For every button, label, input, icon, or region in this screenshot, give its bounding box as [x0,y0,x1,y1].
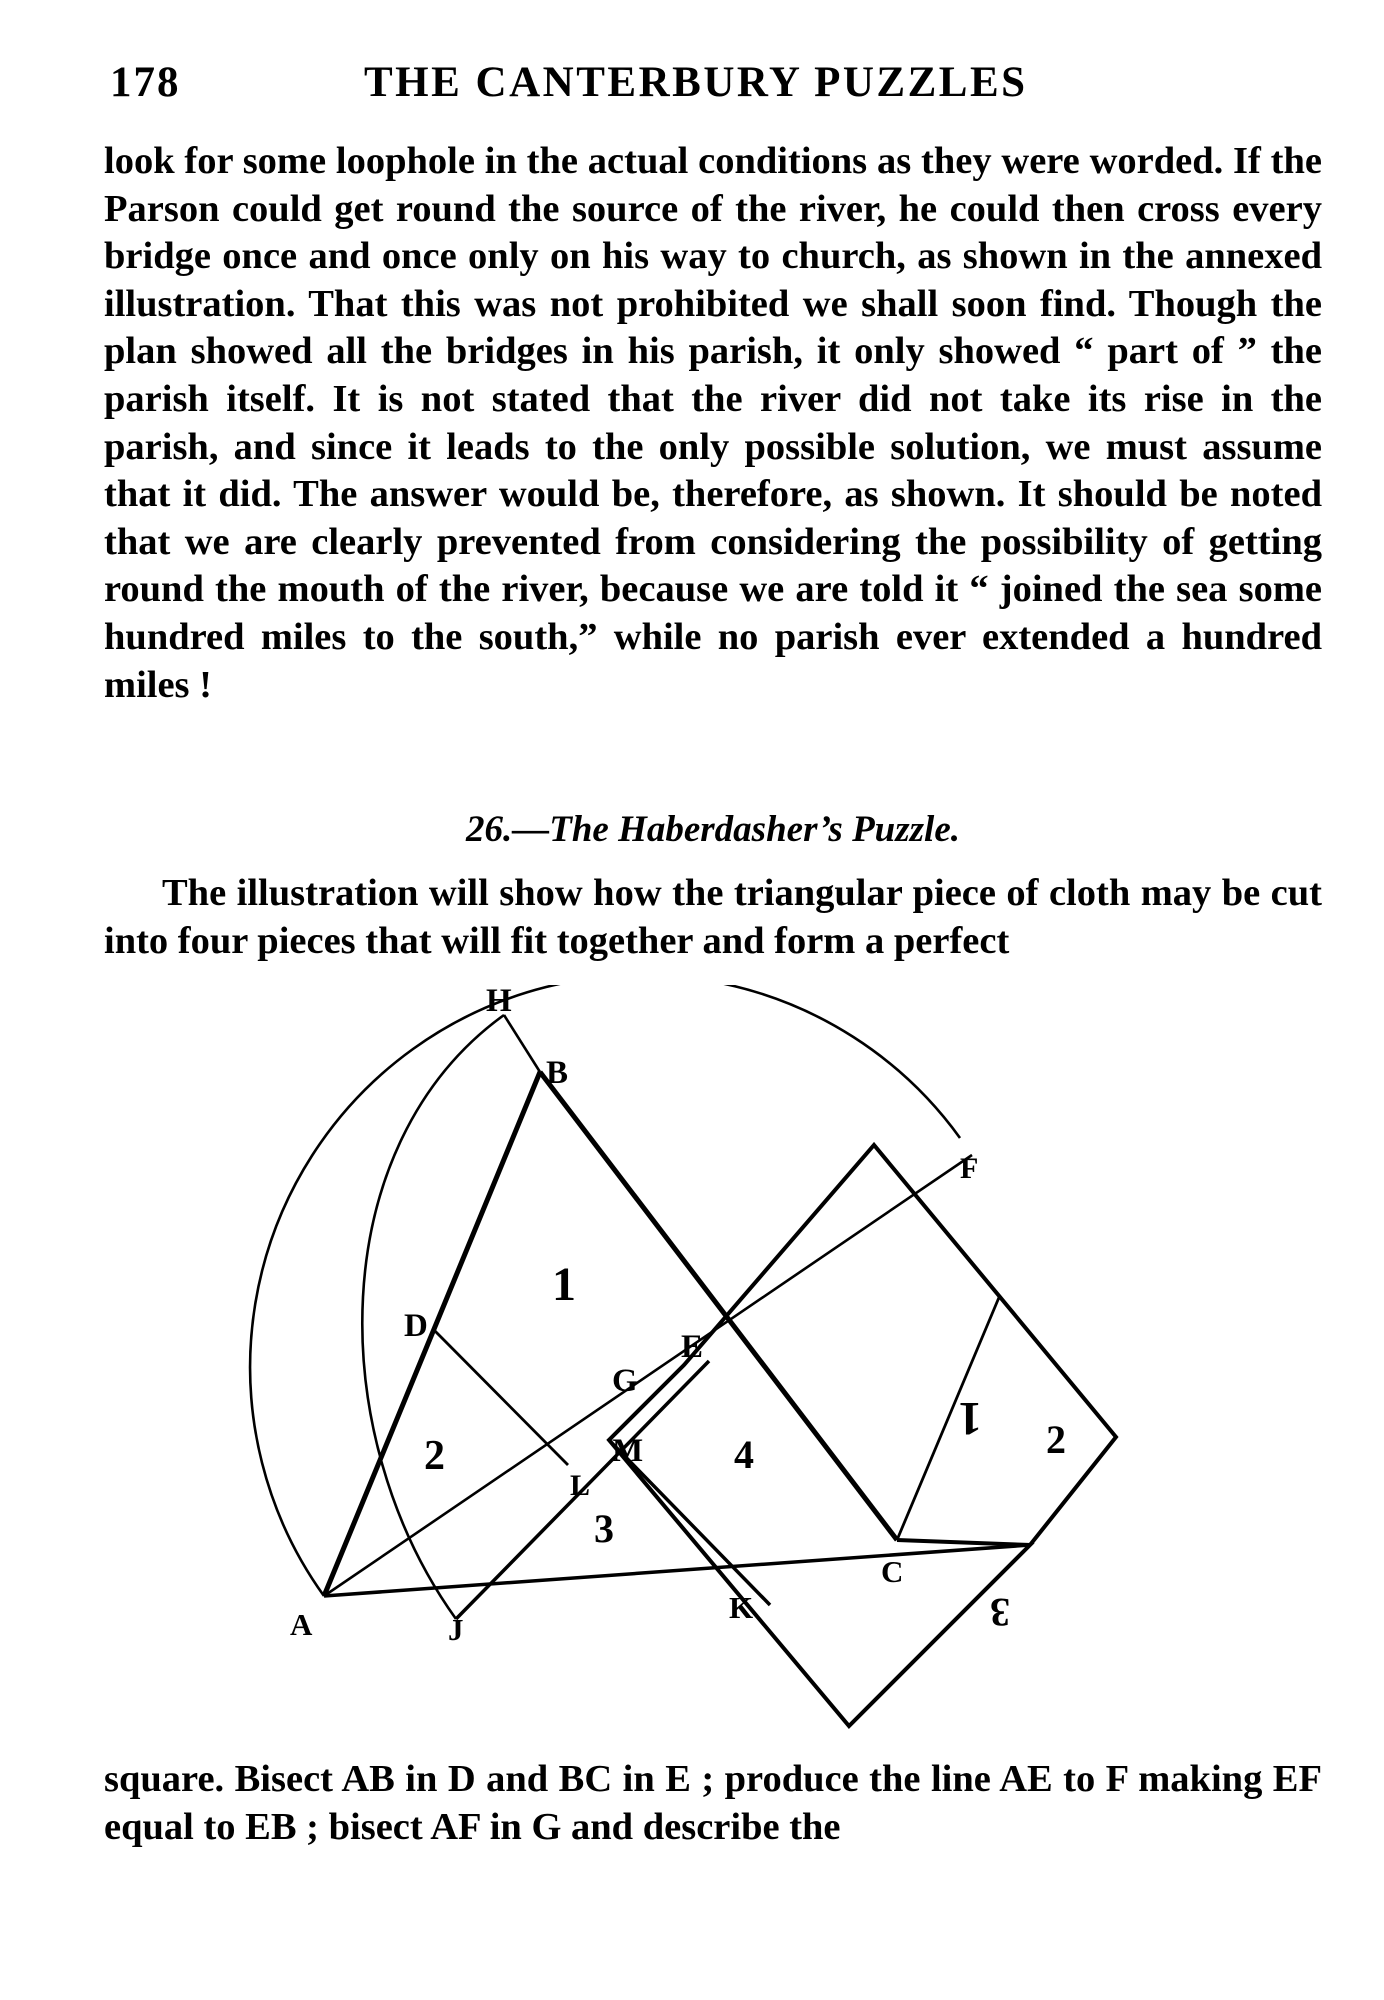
dissection-figure [104,985,1322,1735]
label-H: H [486,985,512,1019]
triangle-side-AB [324,1072,540,1596]
piece-label-triangle-2: 2 [424,1433,445,1479]
page-header [96,58,1316,118]
label-D: D [404,1308,428,1344]
piece-label-triangle-4: 4 [734,1432,754,1477]
large-semicircle-arc [250,985,960,1596]
dissection-diagram [104,985,1322,1735]
label-B: B [546,1055,569,1091]
paragraph-square-construction: square. Bisect AB in D and BC in E ; produce the line AE to F making EF equal to EB ; bisect AF in G and describe the [104,1758,1322,1848]
piece-label-square-1: 1 [958,1392,982,1445]
running-title: THE CANTERBURY PUZZLES [364,59,1028,106]
square-outline [609,1145,1116,1726]
triangle-side-AC [324,1545,1030,1596]
triangle-side-BC [540,1072,897,1540]
label-L: L [570,1469,591,1502]
cut-line-D-L [434,1330,568,1465]
label-K: K [729,1590,754,1625]
label-M: M [612,1433,644,1469]
piece-label-square-3: 3 [990,1590,1010,1635]
label-G: G [612,1363,638,1399]
label-C: C [881,1554,904,1589]
square-cut-diagonal [897,1295,1000,1540]
piece-label-triangle-1: 1 [552,1258,576,1311]
label-F: F [960,1152,979,1185]
line-HB [504,1015,540,1072]
paragraph-haberdasher-intro: The illustration will show how the triangular piece of cloth may be cut into four pieces that will fit together and form a perfect [104,872,1322,962]
label-E: E [681,1329,704,1365]
paragraph-river-solution: look for some loophole in the actual conditions as they were worded. If the Parson could get round the source of the river, he could then cross every bridge once and once only on his way to church, as shown in the annexed illustration. That this was not prohibited we shall soon find. Though the plan showed all the bridges in his parish, it only showed “ part of ” the parish itself. It is not stated that the river did not take its rise in the parish, and since it leads to the only possible solution, we must assume that it did. The answer would be, therefore, as shown. It should be noted that we are clearly prevented from considering the possibility of getting round the mouth of the river, because we are told it “ joined the sea some hundred miles to the south,” while no parish ever extended a hundred miles ! [104,140,1322,706]
page-number: 178 [110,59,181,106]
line-AF [324,1155,972,1596]
label-A: A [290,1607,313,1642]
label-J: J [448,1612,464,1647]
piece-label-square-2: 2 [1046,1417,1066,1462]
section-heading: 26.—The Haberdasher’s Puzzle. [465,809,961,850]
piece-label-triangle-3: 3 [594,1506,614,1551]
center-arc-HJ [362,1015,504,1619]
